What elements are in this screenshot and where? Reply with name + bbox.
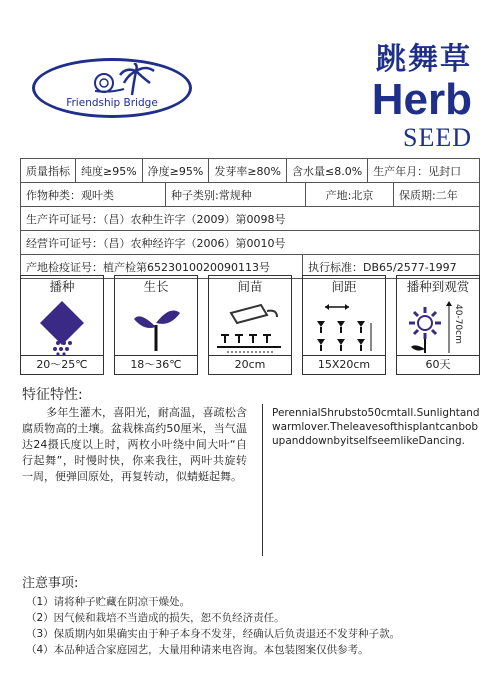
spacing-icon <box>309 299 379 355</box>
info-row-business-license <box>21 231 479 255</box>
logo-text: Friendship Bridge <box>66 97 158 109</box>
palm-snail-icon <box>80 63 160 97</box>
info-cell: 生产许可证号：（昌）农种生许字（2009）第0098号 <box>26 212 286 226</box>
info-cell: 产地检疫证号：植产检第6523010020090113号 <box>21 255 303 278</box>
info-cell: 保质期:二年 <box>399 188 458 202</box>
days-to-bloom: 60天 <box>397 355 479 374</box>
notice-item: （4）本品种适合家庭园艺，大量用种请来电咨询。本包装图案仅供参考。 <box>26 644 369 656</box>
thinning-distance: 20cm <box>209 355 291 374</box>
notice-item: （1）请将种子贮藏在阴凉干燥处。 <box>26 596 191 608</box>
spacing-box <box>302 275 386 375</box>
info-cell: 净度≥95% <box>143 159 210 182</box>
divider <box>262 404 263 556</box>
bloom-box <box>396 275 480 375</box>
notice-title: 注意事项: <box>22 576 79 591</box>
product-title-en: Herb <box>371 75 472 124</box>
info-cell: 种子类别:常规种 <box>166 183 306 206</box>
info-cell: 执行标准：DB65/2577-1997 <box>308 260 457 274</box>
growth-box <box>114 275 198 375</box>
sowing-temperature: 20～25℃ <box>21 355 103 374</box>
thinning-box <box>208 275 292 375</box>
features-cn-body: 多年生灌木，喜阳光，耐高温，喜疏松含腐质物高的土壤。盆栽株高约50厘米，当气温达24摄氏度以上时，两枚小叶绕中间大叶“自行起舞”，时慢时快，你来我往，两叶共旋转一周，便弹回原处，再复转动，似蜻蜓起舞。 <box>22 406 247 483</box>
thinning-label: 间苗 <box>237 279 263 294</box>
growth-temperature: 18～36℃ <box>115 355 197 374</box>
info-cell: 产地:北京 <box>306 183 394 206</box>
notice-item: （3）保质期内如果确实由于种子本身不发芽，经确认后负责退还不发芽种子款。 <box>26 628 401 640</box>
info-row-production-license <box>21 207 479 231</box>
info-cell: 质量指标 <box>21 159 76 182</box>
sowing-label: 播种 <box>49 279 75 294</box>
features-title: 特征特性: <box>22 387 83 403</box>
info-cell: 生产年月：见封口 <box>373 164 462 178</box>
info-cell: 作物种类：观叶类 <box>21 183 166 206</box>
spacing-label: 间距 <box>331 279 357 294</box>
info-table <box>20 158 480 279</box>
spacing-distance: 15X20cm <box>303 355 385 374</box>
product-title-seed: SEED <box>403 123 472 152</box>
bloom-label: 播种到观赏 <box>406 279 470 294</box>
product-title-cn: 跳舞草 <box>376 42 472 77</box>
growth-label: 生长 <box>143 279 169 294</box>
features-text-cn <box>22 405 247 485</box>
seed-packet-icon <box>32 299 92 355</box>
plant-height-label: 40-70cm <box>453 304 463 344</box>
thinning-icon <box>215 299 285 355</box>
info-row-quality <box>21 159 479 183</box>
brand-logo <box>32 58 192 118</box>
sowing-box <box>20 275 104 375</box>
notice-list <box>26 594 400 658</box>
info-cell: 纯度≥95% <box>76 159 143 182</box>
info-cell: 发芽率≥80% <box>209 159 287 182</box>
info-cell: 经营许可证号：（昌）农种经许字（2006）第0010号 <box>26 236 286 250</box>
notice-item: （2）因气候和栽培不当造成的损失，恕不负经济责任。 <box>26 612 285 624</box>
info-row-type <box>21 183 479 207</box>
sprout-icon <box>126 299 186 355</box>
info-cell: 含水量≤8.0% <box>287 159 368 182</box>
features-text-en: PerennialShrubsto50cmtall.Sunlightandwarmlover.TheleavesofthisplantcanbobupanddownbyitselfseemlikeDancing. <box>272 407 480 447</box>
growing-guide-icons <box>20 275 480 377</box>
